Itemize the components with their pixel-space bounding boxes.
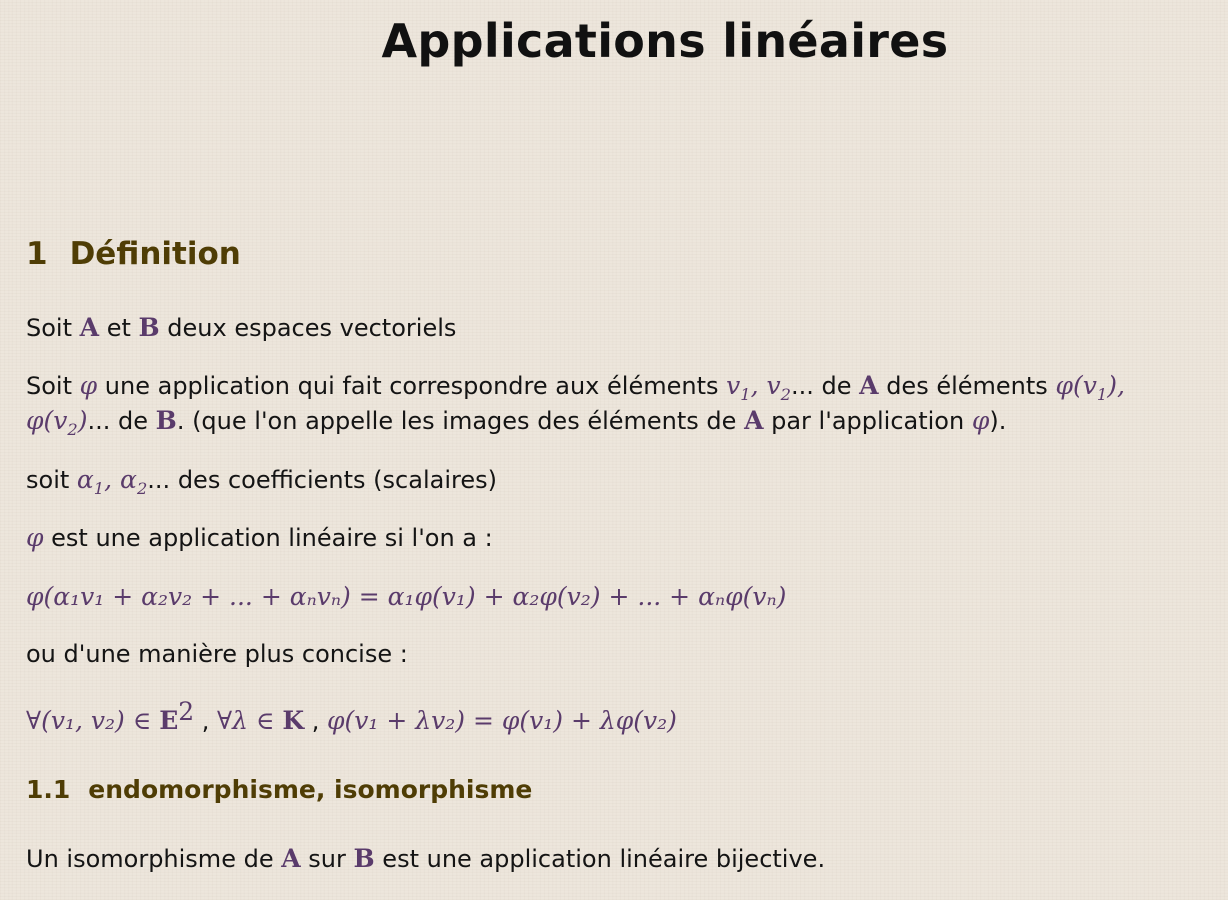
math-phi: φ	[26, 406, 44, 435]
paragraph-linear-def	[26, 520, 493, 556]
paragraph-spaces	[26, 310, 456, 346]
math-phi: φ	[26, 523, 44, 552]
text: des éléments	[886, 372, 1048, 400]
math-v: v	[766, 371, 781, 400]
math-B: B	[155, 406, 177, 435]
section-title: Définition	[69, 236, 241, 272]
math-comma: ,	[104, 465, 113, 494]
math-sub: 2	[780, 385, 791, 404]
math-v: v	[1082, 371, 1097, 400]
math-B: B	[353, 844, 375, 873]
text: soit	[26, 466, 70, 494]
text: deux espaces vectoriels	[167, 314, 457, 342]
math-paren: ),	[1107, 371, 1125, 400]
text: de	[821, 372, 852, 400]
math-phi-v2: $\varphi(v_2)$	[26, 406, 88, 439]
page-title: Applications linéaires	[381, 14, 949, 68]
text: Soit	[26, 372, 72, 400]
text: Un isomorphisme de	[26, 845, 274, 873]
math-phi-v1	[1055, 371, 1125, 404]
text: Soit	[26, 314, 72, 342]
subsection-number: 1.1	[26, 775, 71, 804]
text: des coefficients (scalaires)	[177, 466, 497, 494]
math-alpha: α	[120, 465, 137, 494]
math-forall-v: ∀(v₁, v₂) ∈	[26, 706, 160, 735]
text: ).	[989, 407, 1007, 435]
math-comma: ,	[750, 371, 759, 400]
math-K: K	[282, 706, 305, 735]
paragraph-coefficients	[26, 462, 497, 506]
math-sub: 1	[1096, 385, 1108, 404]
text: ... de	[87, 407, 149, 435]
math-sup: 2	[178, 697, 195, 726]
paragraph-application-line2	[26, 403, 1006, 447]
subsection-heading	[26, 775, 532, 804]
math-phi: φ	[971, 406, 990, 435]
math-alpha-list	[76, 465, 148, 498]
text: est une application linéaire bijective.	[382, 845, 826, 873]
math-paren: (	[1072, 371, 1083, 400]
math-paren: (	[43, 406, 54, 435]
text: ...	[790, 372, 814, 400]
math-v-list	[726, 371, 791, 404]
math-phi: φ	[79, 371, 98, 400]
section-heading-definition	[26, 236, 241, 272]
text: ...	[147, 466, 171, 494]
math-A: A	[744, 406, 764, 435]
math-v: v	[53, 406, 68, 435]
math-sub: 1	[740, 385, 751, 404]
text: ,	[194, 707, 218, 735]
section-number: 1	[26, 236, 48, 272]
math-equation: φ(v₁ + λv₂) = φ(v₁) + λφ(v₂)	[327, 706, 677, 735]
math-equation: φ(α₁v₁ + α₂v₂ + ... + αₙvₙ) = α₁φ(v₁) + α₂φ(v₂) + ... + αₙφ(vₙ)	[26, 582, 787, 611]
equation-linearity	[26, 579, 786, 615]
math-A: A	[79, 313, 100, 342]
math-E: E	[159, 706, 179, 735]
math-A: A	[859, 371, 879, 400]
math-sub: 2	[67, 420, 78, 439]
text: ou d'une manière plus concise :	[26, 640, 408, 668]
subsection-title: endomorphisme, isomorphisme	[88, 775, 533, 804]
paragraph-isomorphism	[26, 841, 825, 877]
paragraph-concise	[26, 637, 408, 672]
math-forall-lambda: ∀λ ∈	[217, 706, 283, 735]
math-A: A	[281, 844, 301, 873]
text: . (que l'on appelle les images des éléments de	[176, 407, 737, 435]
math-B: B	[138, 313, 160, 342]
math-alpha: α	[76, 465, 94, 494]
text: et	[106, 314, 131, 342]
text: ,	[304, 707, 328, 735]
text: est une application linéaire si l'on a :	[51, 524, 493, 552]
text: sur	[308, 845, 346, 873]
math-phi: φ	[1055, 371, 1073, 400]
equation-concise	[26, 694, 677, 739]
math-sub: 1	[93, 479, 105, 498]
text: par l'application	[771, 407, 965, 435]
math-sub: 2	[136, 479, 148, 498]
text: une application qui fait correspondre aux éléments	[104, 372, 719, 400]
math-v: v	[726, 371, 741, 400]
